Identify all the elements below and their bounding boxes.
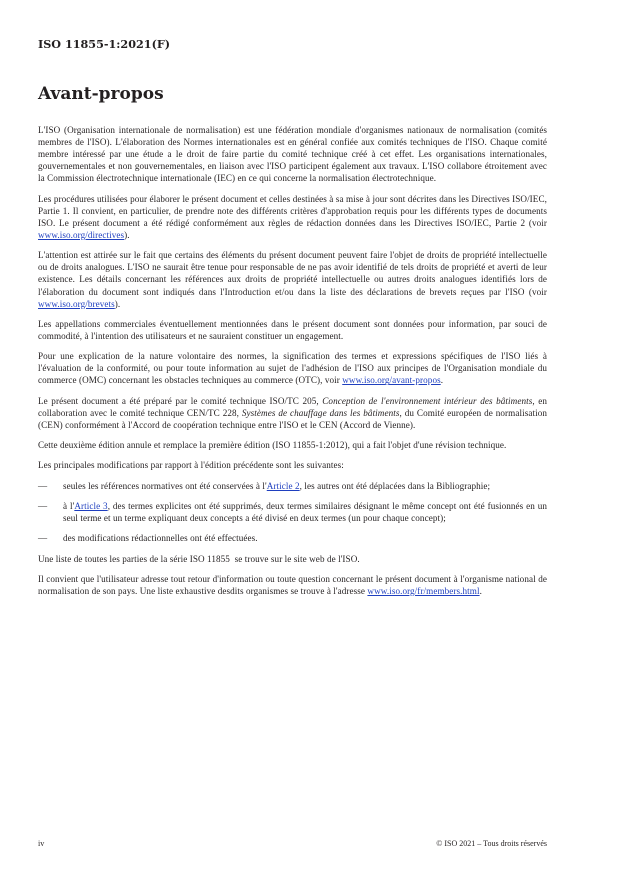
copyright-notice: © ISO 2021 – Tous droits réservés: [436, 839, 547, 848]
paragraph-voluntary-nature: [38, 350, 547, 386]
list-item-text: à l': [63, 501, 75, 512]
paragraph-feedback: [38, 573, 547, 597]
paragraph-text: Le présent document a été préparé par le comité technique ISO/TC 205,: [38, 395, 323, 406]
link-brevets[interactable]: www.iso.org/brevets: [38, 298, 115, 309]
committee-title-tc228: Systèmes de chauffage dans les bâtiments: [241, 407, 400, 418]
paragraph-text: .: [440, 375, 444, 386]
paragraph-patents: [38, 249, 547, 309]
list-item: [38, 532, 547, 544]
dash-bullet: —: [38, 480, 48, 491]
page-footer: [38, 839, 547, 848]
paragraph-text: , du Comité européen de normalisation (CEN) conformément à l'Accord de coopération technique entre l'ISO et le CEN (Accord de Vienne).: [38, 407, 547, 430]
document-body: [38, 124, 547, 605]
dash-bullet: —: [38, 501, 48, 512]
list-item-text: , des termes explicites ont été supprimés, deux termes similaires désignant le même concept ont été fusionnés en un seul terme et un terme expliquant deux concepts a été divisé en deux termes (un pour chaque concept);: [63, 501, 547, 524]
link-article-2[interactable]: Article 2: [266, 480, 300, 491]
committee-title-tc205: Conception de l'environnement intérieur des bâtiments: [322, 395, 533, 406]
list-item-text: , les autres ont été déplacées dans la Bibliographie;: [299, 480, 491, 491]
list-item: [38, 480, 547, 492]
paragraph-trade-names: Les appellations commerciales éventuellement mentionnées dans le présent document sont données pour information, par souci de commodité, à l'intention des utilisateurs et ne sauraient constituer un engagement.: [38, 318, 547, 341]
paragraph-text: ).: [114, 298, 121, 309]
link-members[interactable]: www.iso.org/fr/members.html: [367, 586, 480, 597]
link-article-3[interactable]: Article 3: [74, 501, 108, 512]
list-item: [38, 500, 547, 524]
paragraph-text: .: [479, 586, 482, 597]
paragraph-iso-intro: L'ISO (Organisation internationale de normalisation) est une fédération mondiale d'organismes nationaux de normalisation (comités membres de l'ISO). L'élaboration des Normes internationales est en général confiée aux comités techniques de l'ISO. Chaque comité membre intéressé par une étude a le droit de faire partie du comité technique créé à cet effet. Les organisations internationales, gouvernementales et non gouvernementales, en liaison avec l'ISO participent également aux travaux. L'ISO collabore étroitement avec la Commission électrotechnique internationale (IEC) en ce qui concerne la normalisation électrotechnique.: [38, 125, 547, 184]
paragraph-text: ).: [124, 229, 130, 240]
paragraph-text: Les procédures utilisées pour élaborer le présent document et celles destinées à sa mise à jour sont décrites dans les Directives ISO/IEC, Partie 1. Il convient, en particulier, de prendre note des différents critères d'approbation requis pour les différents types de documents ISO. Le présent document a été rédigé conformément aux règles de rédaction données dans les Directives ISO/IEC, Partie 2 (voir: [38, 193, 547, 228]
paragraph-edition: Cette deuxième édition annule et remplace la première édition (ISO 11855-1:2012), qui a fait l'objet d'une révision technique.: [38, 440, 507, 451]
paragraph-text: Pour une explication de la nature volontaire des normes, la signification des termes et expressions spécifiques de l'ISO liés à l'évaluation de la conformité, ou pour toute information au sujet de l'adhésion de l'ISO aux principes de l'Organisation mondiale du commerce (OMC) concernant les obstacles techniques au commerce (OTC), voir: [38, 351, 547, 386]
dash-bullet: —: [38, 533, 48, 544]
paragraph-text: L'attention est attirée sur le fait que certains des éléments du présent document peuvent faire l'objet de droits de propriété intellectuelle ou de droits analogues. L'ISO ne saurait être tenue pour responsable de ne pas avoir identifié de tels droits de propriété et averti de leur existence. Les détails concernant les références aux droits de propriété intellectuelle ou autres droits analogues identifiés lors de l'élaboration du document sont indiqués dans l'Introduction et/ou dans la liste des déclarations de brevets reçues par l'ISO (voir: [38, 250, 547, 297]
paragraph-series-list: Une liste de toutes les parties de la série ISO 11855 se trouve sur le site web de l'ISO.: [38, 553, 360, 564]
paragraph-text: Il convient que l'utilisateur adresse tout retour d'information ou toute question concernant le présent document à l'organisme national de normalisation de son pays. Une liste exhaustive desdits organismes se trouve à l'adresse: [38, 573, 547, 597]
link-directives[interactable]: www.iso.org/directives: [38, 229, 125, 240]
changes-list: [38, 480, 547, 545]
paragraph-text: , en collaboration avec le comité technique CEN/TC 228,: [38, 395, 547, 418]
paragraph-committee: [38, 395, 547, 431]
paragraph-changes-intro: Les principales modifications par rapport à l'édition précédente sont les suivantes:: [38, 460, 344, 471]
list-item-text: seules les références normatives ont été conservées à l': [63, 480, 267, 491]
page-number: iv: [38, 839, 45, 848]
link-avant-propos[interactable]: www.iso.org/avant-propos: [342, 375, 441, 386]
document-id: ISO 11855-1:2021(F): [38, 37, 171, 51]
paragraph-procedures: [38, 193, 547, 241]
list-item-text: des modifications rédactionnelles ont été effectuées.: [63, 533, 258, 544]
page-title: Avant-propos: [38, 84, 164, 104]
